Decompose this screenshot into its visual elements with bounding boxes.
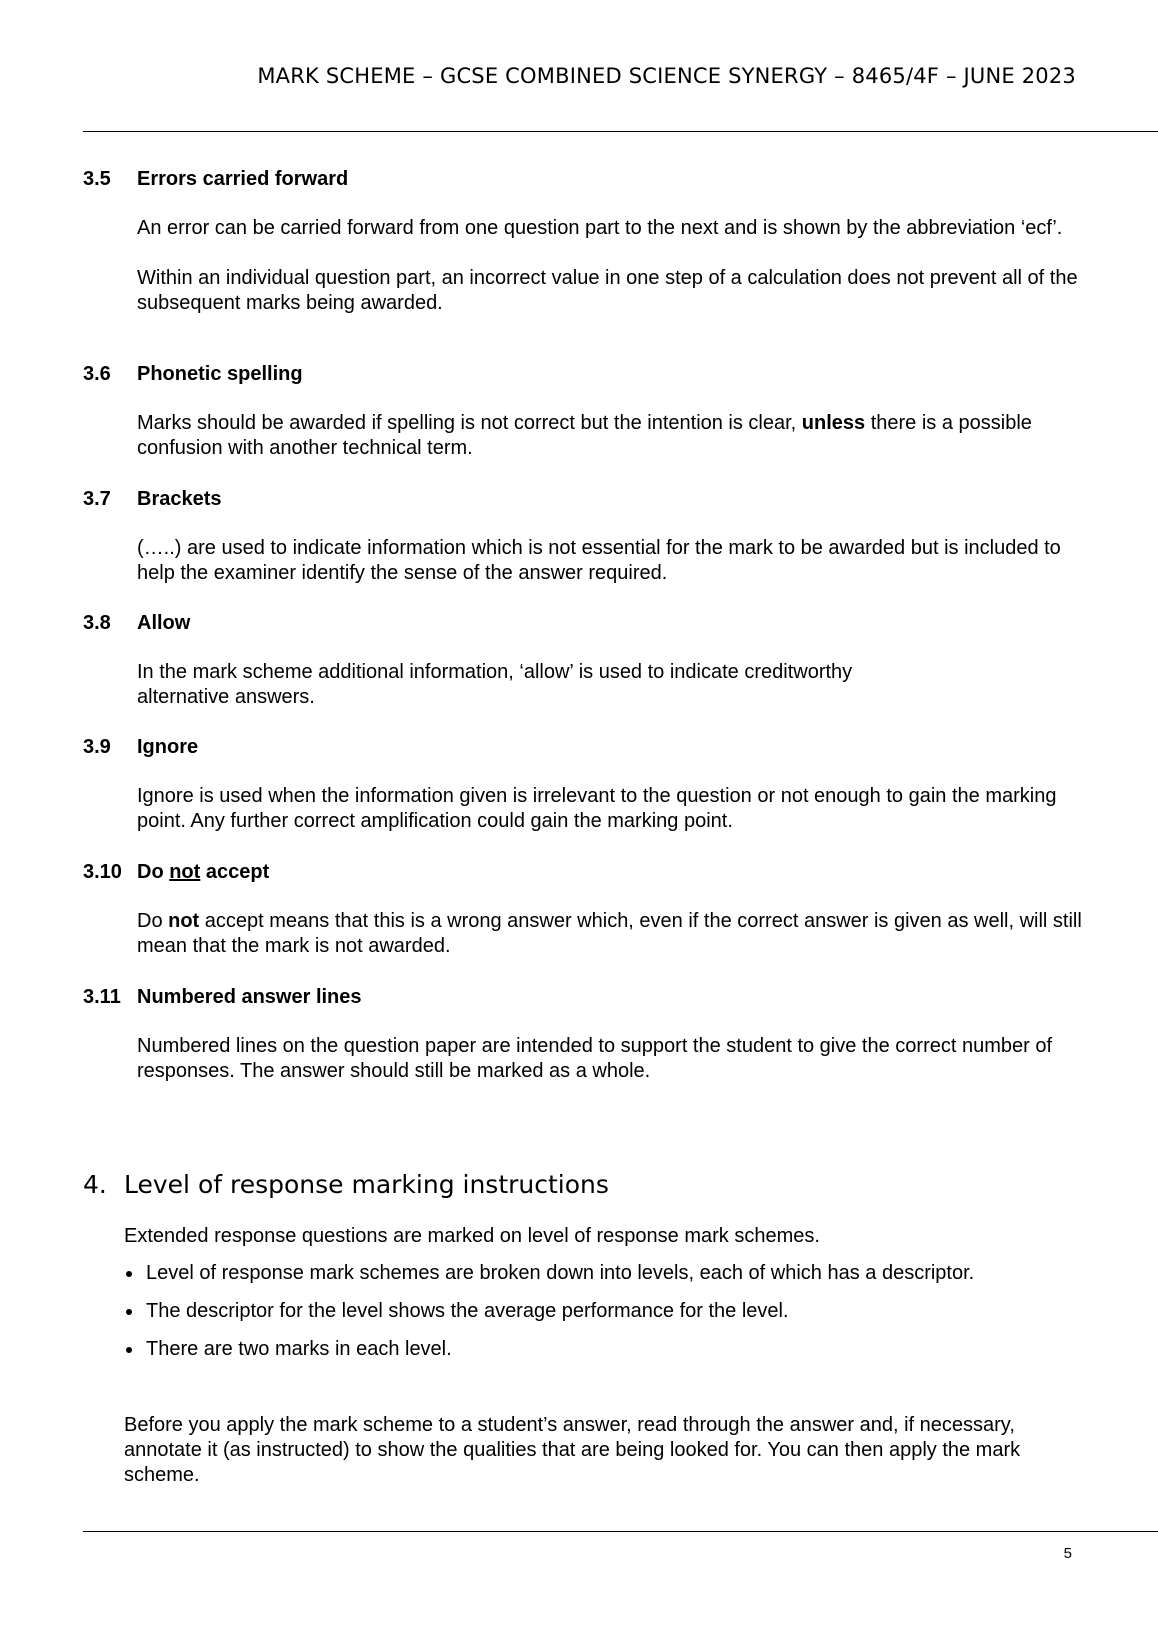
section-number: 3.8 — [83, 612, 111, 634]
bullet-icon — [126, 1309, 132, 1315]
section-paragraph — [137, 411, 1083, 461]
section-3-9 — [83, 735, 1083, 834]
text-line: alternative answers. — [137, 686, 315, 708]
section-number: 3.11 — [83, 986, 121, 1008]
section-3-10 — [83, 860, 1083, 959]
section-number: 3.7 — [83, 488, 111, 510]
text-run: accept — [200, 861, 270, 883]
section-heading — [83, 487, 1083, 512]
section-paragraph: Within an individual question part, an incorrect value in one step of a calculation does not prevent all of the subsequent marks being awarded. — [137, 267, 1078, 314]
section-heading — [83, 167, 1083, 192]
level-bullet-list — [124, 1261, 1084, 1375]
section-paragraph: Ignore is used when the information given is irrelevant to the question or not enough to gain the marking point. Any further correct amplification could gain the marking point. — [137, 785, 1057, 832]
emphasis-text: not — [168, 910, 200, 932]
section-number: 3.5 — [83, 168, 111, 190]
section-heading — [83, 985, 1083, 1010]
section-title: Phonetic spelling — [137, 363, 303, 385]
section-3-7 — [83, 487, 1083, 586]
list-item — [124, 1337, 1084, 1362]
section-3-8 — [83, 611, 1083, 710]
section-heading — [83, 611, 1083, 636]
header-divider — [83, 131, 1158, 132]
section-3-11 — [83, 985, 1083, 1084]
emphasis-text: unless — [801, 412, 866, 434]
section-paragraph — [137, 909, 1083, 959]
section-4-heading — [83, 1170, 609, 1199]
footer-divider — [83, 1531, 1158, 1532]
section-title: Allow — [137, 612, 191, 634]
section-paragraph: (…..) are used to indicate information which is not essential for the mark to be awarded but is included to help the examiner identify the sense of the answer required. — [137, 537, 1061, 584]
section-3-6 — [83, 362, 1083, 461]
section-paragraph: Numbered lines on the question paper are intended to support the student to give the correct number of responses. The answer should still be marked as a whole. — [137, 1035, 1053, 1082]
section-4-closing: Before you apply the mark scheme to a student’s answer, read through the answer and, if necessary, annotate it (as instructed) to show the qualities that are being looked for. You can then apply the mark scheme. — [124, 1414, 1021, 1486]
list-item — [124, 1261, 1084, 1286]
section-number: 3.9 — [83, 736, 111, 758]
text-line: In the mark scheme additional information, ‘allow’ is used to indicate creditworthy — [137, 661, 853, 683]
underlined-text: not — [169, 861, 201, 883]
section-title — [137, 860, 269, 885]
text-run: accept means that this is a wrong answer which, even if the correct answer is given as well, will still mean that the mark is not awarded. — [137, 910, 1082, 957]
bullet-icon — [126, 1347, 132, 1353]
text-run: Do — [137, 861, 170, 883]
text-run: Do — [137, 910, 169, 932]
section-paragraph — [137, 660, 1083, 710]
list-item-text: There are two marks in each level. — [146, 1338, 452, 1360]
section-number: 3.10 — [83, 861, 122, 883]
section-title: Numbered answer lines — [137, 986, 362, 1008]
section-heading — [83, 860, 1083, 885]
section-heading — [83, 735, 1083, 760]
text-run: there is a possible confusion with another technical term. — [137, 412, 1032, 459]
section-title: Errors carried forward — [137, 168, 349, 190]
section-3-5 — [83, 167, 1083, 316]
page-header-title: MARK SCHEME – GCSE COMBINED SCIENCE SYNERGY – 8465/4F – JUNE 2023 — [257, 64, 1076, 88]
section-number: 4. — [83, 1170, 107, 1199]
section-heading — [83, 362, 1083, 387]
section-title: Ignore — [137, 736, 199, 758]
list-item-text: The descriptor for the level shows the average performance for the level. — [146, 1300, 789, 1322]
page-number: 5 — [1063, 1545, 1072, 1562]
list-item — [124, 1299, 1084, 1324]
section-title: Brackets — [137, 488, 222, 510]
section-number: 3.6 — [83, 363, 111, 385]
bullet-icon — [126, 1271, 132, 1277]
list-item-text: Level of response mark schemes are broken down into levels, each of which has a descriptor. — [146, 1262, 975, 1284]
text-run: Marks should be awarded if spelling is not correct but the intention is clear, — [137, 412, 802, 434]
section-4-intro: Extended response questions are marked on level of response mark schemes. — [124, 1225, 820, 1247]
section-paragraph: An error can be carried forward from one question part to the next and is shown by the abbreviation ‘ecf’. — [137, 217, 1063, 239]
section-title: Level of response marking instructions — [124, 1170, 609, 1199]
